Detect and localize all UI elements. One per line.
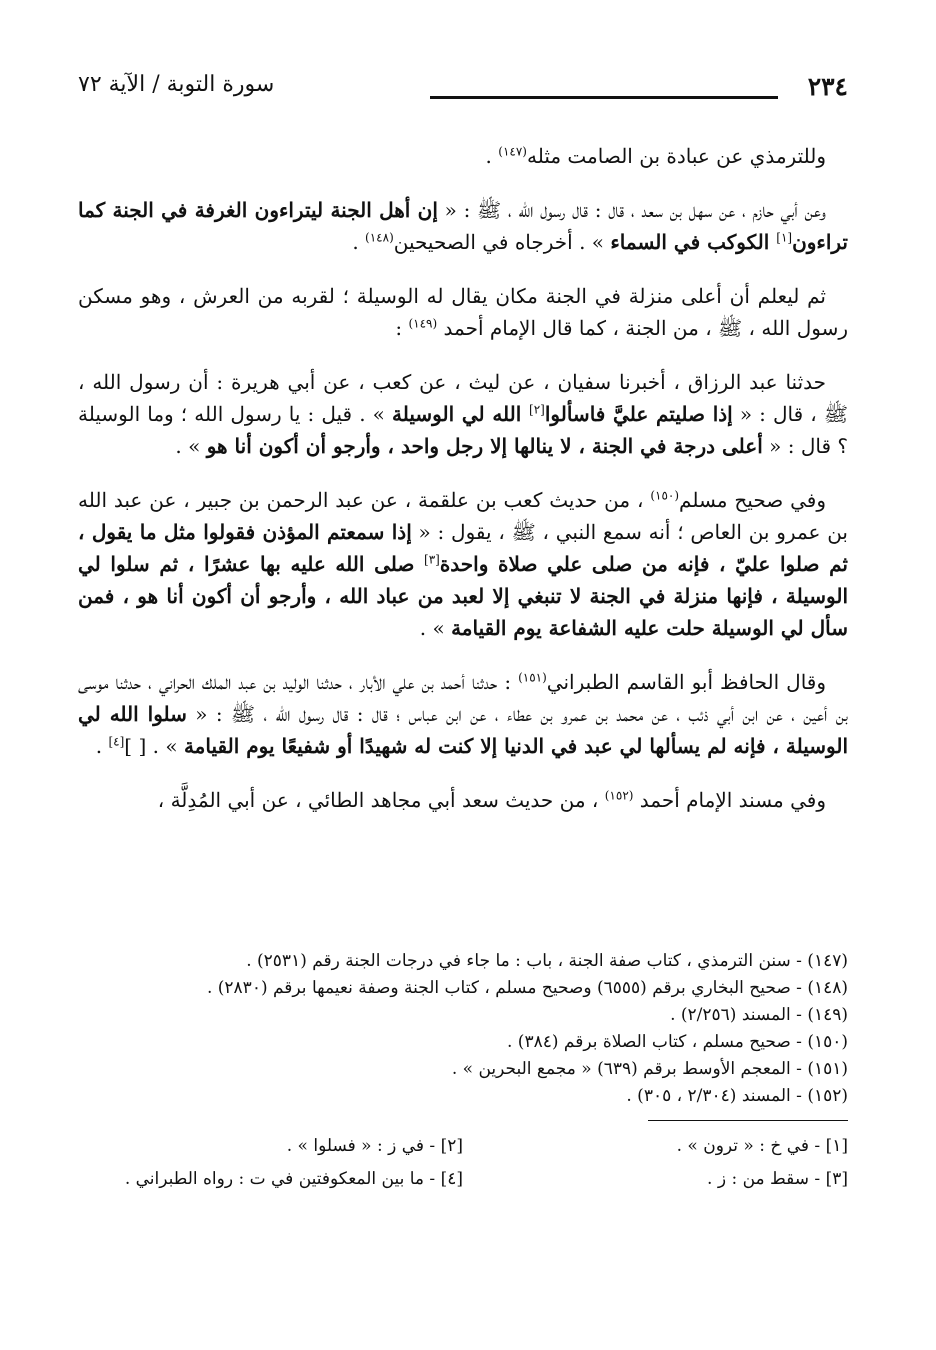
footnote-151: (١٥١) - المعجم الأوسط برقم (٦٣٩) « مجمع البحرين » . [451, 1059, 848, 1079]
hadith-text: الله لي الوسيلة [392, 402, 530, 426]
page-header [78, 58, 848, 102]
text: وقال الحافظ أبو القاسم الطبراني [546, 670, 827, 694]
footnote-ref: (١٤٧) [498, 144, 527, 159]
footnote-ref: (١٥٢) [604, 788, 634, 803]
variant-ref: [٤] [108, 734, 125, 749]
paragraph-3 [78, 280, 848, 344]
text: ، من حديث سعد أبي مجاهد الطائي ، عن أبي المُدِلَّة ، [157, 788, 605, 812]
paragraph-5 [78, 484, 848, 644]
variant-note-3: [٣] - سقط من : ز . [707, 1169, 848, 1189]
variant-notes [78, 1133, 848, 1193]
running-head: سورة التوبة / الآية ٧٢ [78, 72, 275, 97]
paragraph-6 [78, 666, 848, 762]
main-text [78, 140, 848, 816]
footnote-150: (١٥٠) - صحيح مسلم ، كتاب الصلاة برقم (٣٨٤) . [506, 1032, 848, 1052]
footnote-ref: (١٥١) [518, 670, 547, 685]
hadith-text: إن أهل الجنة ليتراءون الغرفة في الجنة كما تراءون [78, 198, 848, 254]
text: وعن أبي حازم ، عن سهل بن سعد ، قال : قال رسول الله ، ﷺ : « [437, 198, 826, 222]
hadith-text: إذا سمعتم المؤذن فقولوا مثل ما يقول ، ثم صلوا عليّ ، فإنه من صلى علي صلاة واحدة [78, 520, 849, 576]
text: » . أخرجاه في الصحيحين [393, 230, 611, 254]
footnote-149: (١٤٩) - المسند (٢/٢٥٦) . [670, 1005, 848, 1025]
variant-note-1: [١] - في خ : « ترون » . [676, 1136, 848, 1156]
page-number: ٢٣٤ [807, 72, 848, 101]
text: : حدثنا أحمد بن علي الأبار ، حدثنا الوليد بن عبد الملك الحراني ، حدثنا موسى بن أعين ، عن ابن أبي ذئب ، عن محمد بن عمرو بن عطاء ، عن ابن عباس ؛ قال : قال رسول الله ، ﷺ : « [78, 670, 849, 726]
footnote-152: (١٥٢) - المسند (٢/٣٠٤ ، ٣٠٥) . [626, 1086, 848, 1106]
header-rule [430, 96, 778, 99]
text: . [95, 734, 109, 758]
text: » . [419, 616, 452, 640]
text: . [352, 230, 366, 254]
footnote-ref: (١٤٩) [408, 316, 438, 331]
hadith-text: الكوكب في السماء [610, 230, 777, 254]
text: : [395, 316, 409, 340]
text: وفي صحيح مسلم [679, 488, 826, 512]
hadith-text: سلوا الله لي الوسيلة ، فإنه لم يسألها لي عبد في الدنيا إلا كنت له شهيدًا أو شفيعًا يوم القيامة [78, 702, 848, 758]
paragraph-4 [78, 366, 848, 462]
paragraph-7 [78, 784, 848, 816]
paragraph-2 [78, 194, 848, 258]
variant-note-4: [٤] - ما بين المعكوفتين في ت : رواه الطبراني . [124, 1169, 463, 1189]
footnotes [78, 948, 848, 1193]
footnote-ref: (١٤٨) [365, 230, 394, 245]
variant-note-2: [٢] - في ز : « فسلوا » . [286, 1136, 463, 1156]
hadith-text: إذا صليتم عليَّ فاسألوا [544, 402, 733, 426]
text: . [485, 144, 499, 168]
variant-ref: [٣] [424, 552, 440, 567]
text: وللترمذي عن عبادة بن الصامت مثله [526, 144, 826, 168]
footnote-148: (١٤٨) - صحيح البخاري برقم (٦٥٥٥) وصحيح مسلم ، كتاب الجنة وصفة نعيمها برقم (٢٨٣٠) . [206, 978, 848, 998]
book-page [78, 58, 849, 1189]
text: وفي مسند الإمام أحمد [633, 788, 826, 812]
variant-ref: [١] [776, 230, 793, 245]
text: » . قيل : يا رسول الله ؛ وما الوسيلة ؟ قال : « [78, 402, 848, 458]
text: » . [ ] [124, 734, 184, 758]
text: » . [175, 434, 207, 458]
text: حدثنا عبد الرزاق ، أخبرنا سفيان ، عن ليث ، عن كعب ، عن أبي هريرة : أن رسول الله ، ﷺ ، قال : « [78, 370, 849, 426]
paragraph-1 [78, 140, 848, 172]
hadith-text: أعلى درجة في الجنة ، لا ينالها إلا رجل واحد ، وأرجو أن أكون أنا هو [206, 434, 763, 458]
footnote-147: (١٤٧) - سنن الترمذي ، كتاب صفة الجنة ، باب : ما جاء في درجات الجنة رقم (٢٥٣١) . [246, 951, 848, 971]
footnote-ref: (١٥٠) [650, 488, 680, 503]
footnote-separator [648, 1120, 848, 1121]
hadith-text: صلى الله عليه بها عشرًا ، ثم سلوا لي الوسيلة ، فإنها منزلة في الجنة لا تنبغي إلا لعبد من عباد الله ، وأرجو أن أكون أنا هو ، فمن سأل لي الوسيلة حلت عليه الشفاعة يوم القيامة [78, 552, 848, 640]
variant-ref: [٢] [529, 402, 545, 417]
text: ثم ليعلم أن أعلى منزلة في الجنة مكان يقال له الوسيلة ؛ لقربه من العرش ، وهو مسكن رسول الله ، ﷺ ، من الجنة ، كما قال الإمام أحمد [78, 284, 848, 340]
text: ، من حديث كعب بن علقمة ، عن عبد الرحمن بن جبير ، عن عبد الله بن عمرو بن العاص ؛ أنه سمع النبي ، ﷺ ، يقول : « [78, 488, 848, 544]
